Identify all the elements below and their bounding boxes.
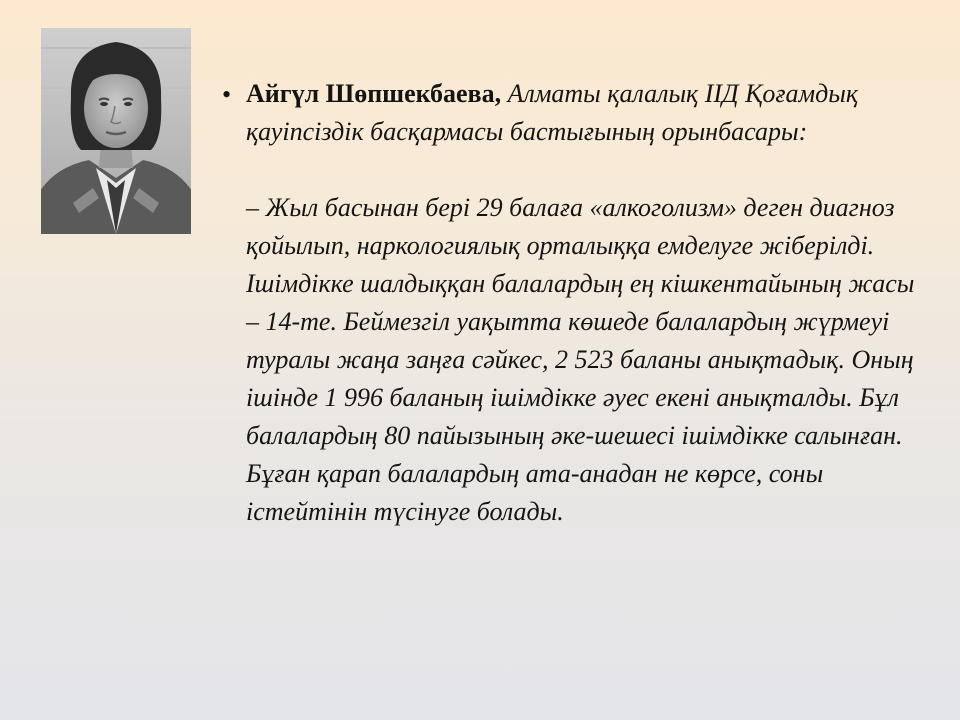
text-content [246, 75, 926, 531]
paragraph-gap [246, 151, 926, 189]
speaker-position: Алматы қалалық ІІД Қоғамдық қауіпсіздік басқармасы бастығының орынбасары: [246, 79, 858, 146]
quote-paragraph: – Жыл басынан бері 29 балаға «алкоголизм» деген диагноз қойылып, наркологиялық орталыққа емделуге жіберілді. Ішімдікке шалдыққан балалардың ең кішкентайының жасы – 14-те. Беймезгіл уақытта көшеде балалардың жүрмеуі туралы жаңа заңға сәйкес, 2 523 баланы анықтадық. Оның ішінде 1 996 баланың ішімдікке әуес екені анықталды. Бұл балалардың 80 пайызының әке-шешесі ішімдікке салынған. Бұған қарап балалардың ата-анадан не көрсе, соны істейтінін түсінуге болады. [246, 193, 915, 526]
bullet-marker: • [222, 80, 232, 109]
portrait-image [41, 28, 191, 234]
speaker-name: Айгүл Шөпшекбаева, [246, 79, 502, 108]
portrait-photo [41, 28, 191, 234]
speaker-paragraph [246, 75, 926, 151]
